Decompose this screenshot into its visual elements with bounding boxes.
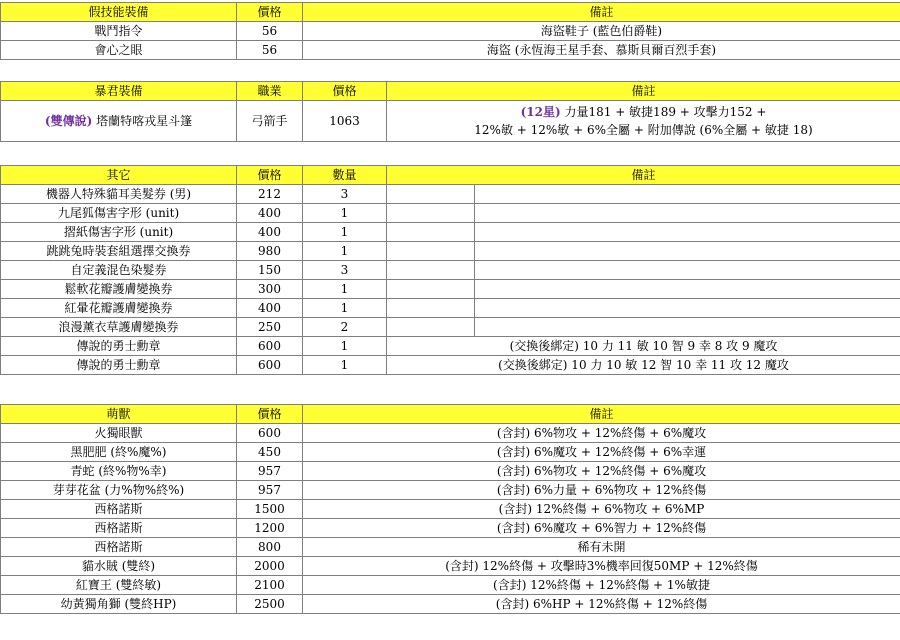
legend-tag: (雙傳說) xyxy=(44,114,93,128)
item-note[interactable] xyxy=(475,318,900,337)
item-note[interactable]: 稀有未開 xyxy=(303,538,900,557)
pets-body xyxy=(1,424,900,614)
item-name[interactable]: 自定義混色染髮券 xyxy=(1,261,237,280)
item-price[interactable]: 2500 xyxy=(237,595,303,614)
item-note[interactable]: (含封) 6%物攻 + 12%終傷 + 6%魔攻 xyxy=(303,462,900,481)
item-price[interactable]: 400 xyxy=(237,299,303,318)
item-name[interactable]: 戰鬥指令 xyxy=(1,22,237,41)
item-name[interactable] xyxy=(1,101,237,142)
table-row[interactable] xyxy=(1,280,900,299)
table-row[interactable] xyxy=(1,41,900,60)
item-qty[interactable]: 1 xyxy=(303,337,387,356)
item-price[interactable]: 250 xyxy=(237,318,303,337)
table-row[interactable] xyxy=(1,299,900,318)
header-cell: 職業 xyxy=(237,82,303,101)
item-name[interactable]: 機器人特殊貓耳美髮券 (男) xyxy=(1,185,237,204)
item-name[interactable]: 青蛇 (終%物%幸) xyxy=(1,462,237,481)
table-row[interactable] xyxy=(1,462,900,481)
header-cell: 萌獸 xyxy=(1,405,237,424)
item-note[interactable] xyxy=(475,299,900,318)
header-cell: 暴君裝備 xyxy=(1,82,237,101)
item-qty[interactable]: 1 xyxy=(303,242,387,261)
item-price[interactable]: 400 xyxy=(237,204,303,223)
item-price[interactable]: 400 xyxy=(237,223,303,242)
item-note[interactable] xyxy=(387,101,900,142)
item-note[interactable]: (含封) 6%魔攻 + 6%智力 + 12%終傷 xyxy=(303,519,900,538)
header-cell: 數量 xyxy=(303,166,387,185)
item-name[interactable]: 鬆軟花瓣護膚變換券 xyxy=(1,280,237,299)
header-cell: 假技能裝備 xyxy=(1,3,237,22)
note-spacer[interactable] xyxy=(387,261,475,280)
item-job[interactable]: 弓箭手 xyxy=(237,101,303,142)
item-qty[interactable]: 2 xyxy=(303,318,387,337)
note-line-2: 12%敏 + 12%敏 + 6%全屬 + 附加傳說 (6%全屬 + 敏捷 18) xyxy=(474,123,813,137)
item-qty[interactable]: 3 xyxy=(303,185,387,204)
table-row[interactable] xyxy=(1,538,900,557)
item-qty[interactable]: 1 xyxy=(303,356,387,375)
item-note[interactable]: (交換後綁定) 10 力 11 敏 10 智 9 幸 8 攻 9 魔攻 xyxy=(387,337,900,356)
item-price[interactable]: 1200 xyxy=(237,519,303,538)
item-note[interactable]: (含封) 6%力量 + 6%物攻 + 12%終傷 xyxy=(303,481,900,500)
table-row[interactable] xyxy=(1,481,900,500)
item-price[interactable]: 150 xyxy=(237,261,303,280)
header-cell: 其它 xyxy=(1,166,237,185)
table-row[interactable] xyxy=(1,337,900,356)
note-line xyxy=(389,103,898,121)
item-note[interactable]: (含封) 12%終傷 + 6%物攻 + 6%MP xyxy=(303,500,900,519)
item-name[interactable]: 紅寶王 (雙終敏) xyxy=(1,576,237,595)
item-price[interactable]: 1500 xyxy=(237,500,303,519)
item-name[interactable]: 貓水賊 (雙終) xyxy=(1,557,237,576)
item-note[interactable] xyxy=(475,261,900,280)
skill-equip-header xyxy=(1,3,900,22)
item-price[interactable]: 600 xyxy=(237,356,303,375)
item-name[interactable]: 幼黃獨角獅 (雙終HP) xyxy=(1,595,237,614)
item-note[interactable]: (含封) 6%物攻 + 12%終傷 + 6%魔攻 xyxy=(303,424,900,443)
item-qty[interactable]: 1 xyxy=(303,299,387,318)
item-name[interactable]: 傳說的勇士勳章 xyxy=(1,337,237,356)
item-note[interactable]: (含封) 12%終傷 + 攻擊時3%機率回復50MP + 12%終傷 xyxy=(303,557,900,576)
note-spacer[interactable] xyxy=(387,299,475,318)
table-row[interactable] xyxy=(1,356,900,375)
table-row[interactable] xyxy=(1,261,900,280)
tyrant-equip-table xyxy=(0,81,900,142)
table-row[interactable] xyxy=(1,557,900,576)
table-row[interactable] xyxy=(1,22,900,41)
item-note[interactable] xyxy=(475,223,900,242)
item-qty[interactable]: 3 xyxy=(303,261,387,280)
item-name[interactable]: 會心之眼 xyxy=(1,41,237,60)
note-line-1: 力量181 + 敏捷189 + 攻擊力152 + xyxy=(564,105,767,119)
header-cell: 備註 xyxy=(387,166,900,185)
item-note[interactable]: (交換後綁定) 10 力 10 敏 12 智 10 幸 11 攻 12 魔攻 xyxy=(387,356,900,375)
item-price[interactable]: 56 xyxy=(237,41,303,60)
others-table xyxy=(0,165,900,375)
item-note[interactable]: 海盜鞋子 (藍色伯爵鞋) xyxy=(303,22,900,41)
item-price[interactable]: 800 xyxy=(237,538,303,557)
item-name-text: 塔蘭特喀戎星斗篷 xyxy=(96,114,193,128)
header-cell: 備註 xyxy=(303,405,900,424)
item-note[interactable]: (含封) 6%魔攻 + 12%終傷 + 6%幸運 xyxy=(303,443,900,462)
header-cell: 價格 xyxy=(303,82,387,101)
table-row[interactable] xyxy=(1,500,900,519)
item-price[interactable]: 212 xyxy=(237,185,303,204)
item-name[interactable]: 西格諾斯 xyxy=(1,538,237,557)
table-row[interactable] xyxy=(1,185,900,204)
star-tag: (12星) xyxy=(520,105,561,119)
table-row[interactable] xyxy=(1,204,900,223)
item-note[interactable] xyxy=(475,204,900,223)
item-qty[interactable]: 1 xyxy=(303,204,387,223)
tyrant-equip-header xyxy=(1,82,900,101)
item-name[interactable]: 跳跳兔時裝套組選擇交換券 xyxy=(1,242,237,261)
item-price[interactable]: 1063 xyxy=(303,101,387,142)
table-row[interactable] xyxy=(1,576,900,595)
item-name[interactable]: 傳說的勇士勳章 xyxy=(1,356,237,375)
table-row[interactable] xyxy=(1,424,900,443)
note-spacer[interactable] xyxy=(387,318,475,337)
item-name[interactable]: 西格諾斯 xyxy=(1,500,237,519)
item-name[interactable]: 芽芽花盆 (力%物%終%) xyxy=(1,481,237,500)
pets-header xyxy=(1,405,900,424)
note-spacer[interactable] xyxy=(387,223,475,242)
header-cell: 備註 xyxy=(387,82,900,101)
item-price[interactable]: 56 xyxy=(237,22,303,41)
header-cell: 價格 xyxy=(237,3,303,22)
item-price[interactable]: 980 xyxy=(237,242,303,261)
item-price[interactable]: 600 xyxy=(237,424,303,443)
table-row[interactable] xyxy=(1,519,900,538)
table-row[interactable] xyxy=(1,242,900,261)
skill-equip-table xyxy=(0,2,900,60)
item-price[interactable]: 300 xyxy=(237,280,303,299)
item-name[interactable]: 黑肥肥 (終%魔%) xyxy=(1,443,237,462)
table-row[interactable] xyxy=(1,443,900,462)
item-note[interactable]: 海盜 (永恆海王星手套、慕斯貝爾百烈手套) xyxy=(303,41,900,60)
header-cell: 價格 xyxy=(237,166,303,185)
item-price[interactable]: 450 xyxy=(237,443,303,462)
item-name[interactable]: 西格諾斯 xyxy=(1,519,237,538)
item-qty[interactable]: 1 xyxy=(303,280,387,299)
item-price[interactable]: 2100 xyxy=(237,576,303,595)
note-spacer[interactable] xyxy=(387,280,475,299)
note-spacer[interactable] xyxy=(387,204,475,223)
item-name[interactable]: 浪漫薰衣草護膚變換券 xyxy=(1,318,237,337)
item-price[interactable]: 957 xyxy=(237,462,303,481)
header-cell: 備註 xyxy=(303,3,900,22)
header-cell: 價格 xyxy=(237,405,303,424)
note-spacer[interactable] xyxy=(387,242,475,261)
item-name[interactable]: 摺紙傷害字形 (unit) xyxy=(1,223,237,242)
others-header xyxy=(1,166,900,185)
note-spacer[interactable] xyxy=(387,185,475,204)
table-row[interactable] xyxy=(1,595,900,614)
table-row[interactable] xyxy=(1,318,900,337)
item-name[interactable]: 火獨眼獸 xyxy=(1,424,237,443)
others-body xyxy=(1,185,900,375)
item-name[interactable]: 紅暈花瓣護膚變換券 xyxy=(1,299,237,318)
item-note[interactable] xyxy=(475,242,900,261)
item-note[interactable] xyxy=(475,185,900,204)
item-note[interactable]: (含封) 6%HP + 12%終傷 + 12%終傷 xyxy=(303,595,900,614)
item-price[interactable]: 600 xyxy=(237,337,303,356)
pets-table xyxy=(0,404,900,614)
table-row[interactable] xyxy=(1,101,900,142)
item-price[interactable]: 2000 xyxy=(237,557,303,576)
item-note[interactable] xyxy=(475,280,900,299)
item-name[interactable]: 九尾狐傷害字形 (unit) xyxy=(1,204,237,223)
item-note[interactable]: (含封) 12%終傷 + 12%終傷 + 1%敏捷 xyxy=(303,576,900,595)
item-price[interactable]: 957 xyxy=(237,481,303,500)
item-qty[interactable]: 1 xyxy=(303,223,387,242)
table-row[interactable] xyxy=(1,223,900,242)
